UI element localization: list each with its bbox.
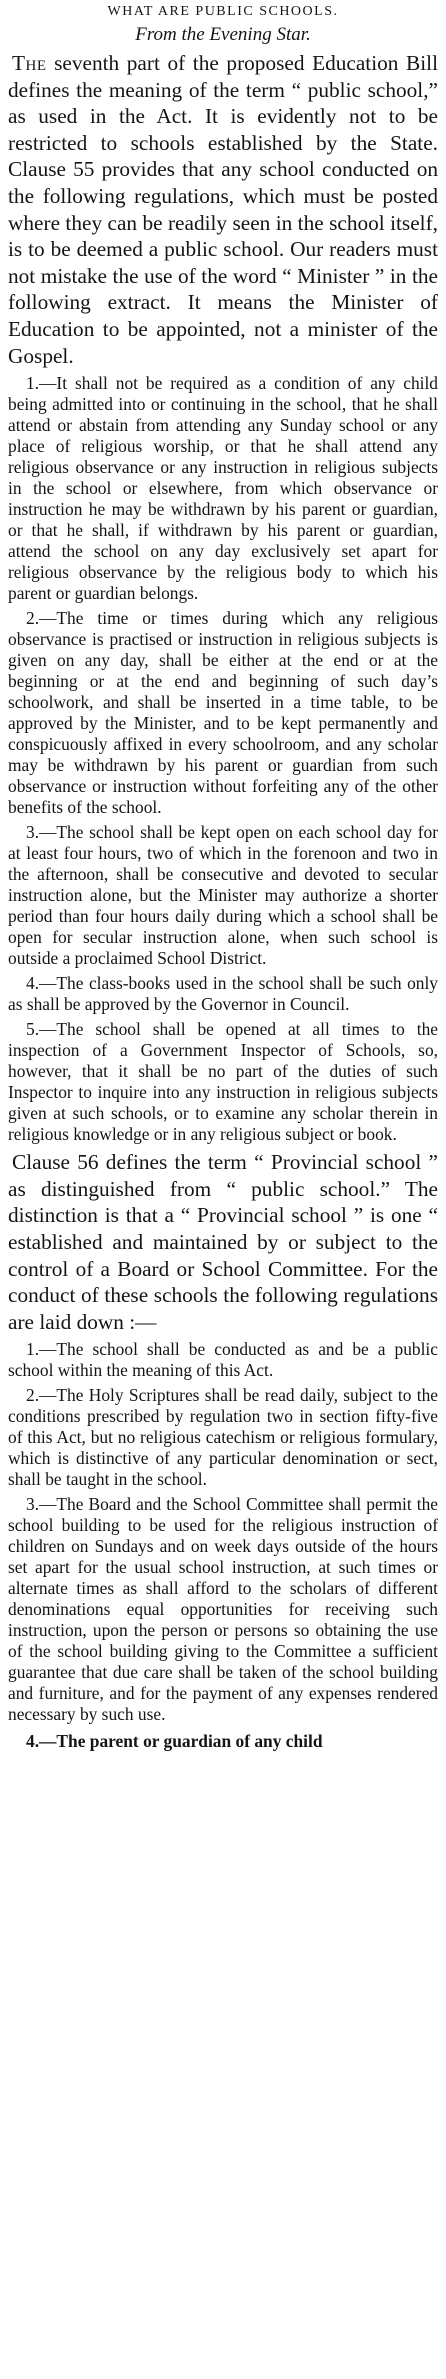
- regulation-clause: 3.—The Board and the School Committee shall permit the school building to be used for the religious instruction of children on Sundays and on week days outside of the hours set apart for the usual school instruction, at such times or alternate times as shall afford to the scholars of different denominations equal opportunities for receiving such instruction, upon the person or persons so obtaining the use of the school building giving to the Committee a sufficient guarantee that due care shall be taken of the school building and furniture, and for the payment of any expenses rendered necessary by such use.: [8, 1494, 438, 1725]
- regulation-clause: 3.—The school shall be kept open on each school day for at least four hours, two of which in the forenoon and two in the afternoon, shall be consecutive and devoted to secular instruction alone, but the Minister may authorize a shorter period than four hours daily during which a school shall be open for secular instruction alone, when such school is outside a proclaimed School District.: [8, 822, 438, 969]
- intro-paragraph: [8, 50, 438, 369]
- regulation-clause: 5.—The school shall be opened at all times to the inspection of a Government Inspector of Schools, so, however, that it shall be no part of the duties of such Inspector to inquire into any instruction in religious subjects given at such schools, or to examine any scholar therein in religious knowledge or in any religious subject or book.: [8, 1019, 438, 1145]
- regulation-clause: 1.—The school shall be conducted as and be a public school within the meaning of this Act.: [8, 1339, 438, 1381]
- provincial-school-paragraph: Clause 56 defines the term “ Provincial school ” as distinguished from “ public school.” The distinction is that a “ Provincial school ” is one “ established and maintained by or subject to the control of a Board or School Committee. For the conduct of these schools the following regulations are laid down :—: [8, 1150, 438, 1334]
- regulation-clause: 4.—The class-books used in the school shall be such only as shall be approved by the Governor in Council.: [8, 973, 438, 1015]
- article-headline: WHAT ARE PUBLIC SCHOOLS.: [107, 4, 339, 19]
- truncated-clause-line: 4.—The parent or guardian of any child: [26, 1731, 323, 1752]
- article-source: From the Evening Star.: [135, 24, 311, 45]
- regulation-clause: 2.—The Holy Scriptures shall be read daily, subject to the conditions prescribed by regulation two in section fifty-five of this Act, but no religious catechism or religious formulary, which is distinctive of any particular denomination or sect, shall be taught in the school.: [8, 1385, 438, 1490]
- regulation-clause: 1.—It shall not be required as a condition of any child being admitted into or continuing in the school, that he shall attend or abstain from attending any Sunday school or any place of religious worship, or that he shall attend any religious observance or any instruction in religious subjects in the school or elsewhere, from which observance or instruction he may be withdrawn by his parent or guardian, or that he shall, if withdrawn by his parent or guardian, attend the school on any day exclusively set apart for religious observance by the religious body to which his parent or guardian belongs.: [8, 373, 438, 604]
- public-school-regulations: [8, 373, 438, 1145]
- intro-text: seventh part of the proposed Education Bill defines the meaning of the term “ public school,” as used in the Act. It is evidently not to be restricted to schools established by the State. Clause 55 provides that any school conducted on the following regulations, which must be posted where they can be readily seen in the school itself, is to be deemed a public school. Our readers must not mistake the use of the word “ Minister ” in the following extract. It means the Minister of Education to be appointed, not a minister of the Gospel.: [8, 51, 438, 368]
- regulation-clause: 2.—The time or times during which any religious observance is practised or instruction in religious subjects is given on any day, shall be either at the end or at the beginning or at the end and beginning of such day’s schoolwork, and shall be inserted in a time table, to be approved by the Minister, and to be kept permanently and conspicuously affixed in every schoolroom, and any scholar may be withdrawn by his parent or guardian from such observance or instruction without forfeiting any of the other benefits of the school.: [8, 608, 438, 818]
- provincial-school-regulations: [8, 1339, 438, 1725]
- intro-opening-word: The: [12, 51, 47, 75]
